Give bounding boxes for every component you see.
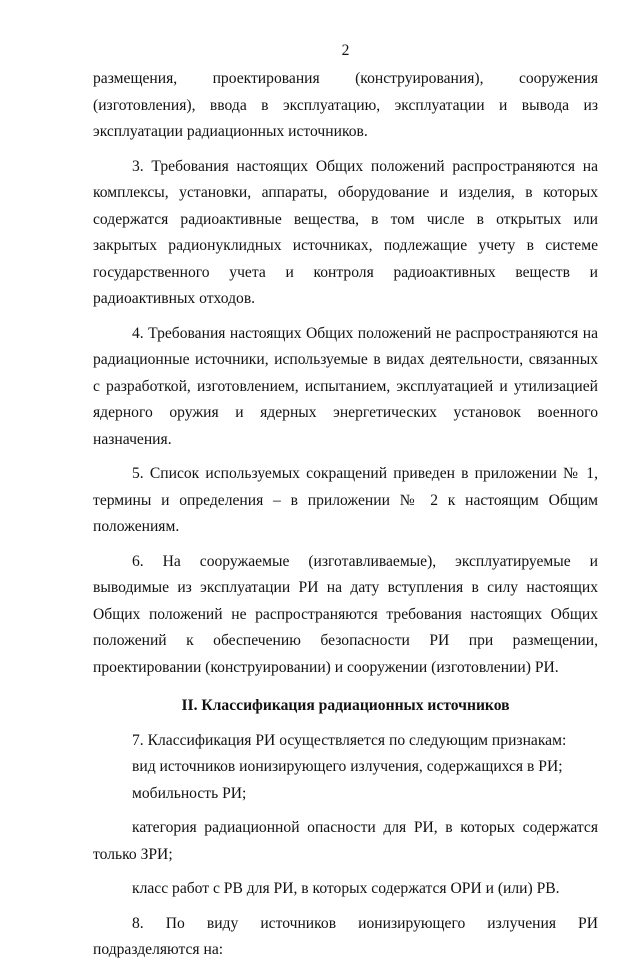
page-number: 2 — [341, 42, 350, 59]
paragraph-5: 5. Список используемых сокращений приведен в приложении № 1, термины и определения – в приложении № 2 к настоящим Общим положениям. — [93, 465, 598, 535]
document-body — [93, 66, 598, 964]
paragraph-8: 8. По виду источников ионизирующего излучения РИ подразделяются на: — [93, 914, 598, 958]
paragraph-continuation: размещения, проектирования (конструирования), сооружения (изготовления), ввода в эксплуатацию, эксплуатации и вывода из эксплуатации радиационных источников. — [93, 70, 598, 140]
list-item-mobility: мобильность РИ; — [132, 784, 247, 802]
list-item-source-type: вид источников ионизирующего излучения, содержащихся в РИ; — [132, 758, 563, 775]
paragraph-6: 6. На сооружаемые (изготавливаемые), эксплуатируемые и выводимые из эксплуатации РИ на дату вступления в силу настоящих Общих положений не распространяются требования настоящих Общих положений к обеспечению безопасности РИ при размещении, проектировании (конструировании) и сооружении (изготовлении) РИ. — [93, 552, 598, 676]
paragraph-7: 7. Классификация РИ осуществляется по следующим признакам: — [132, 731, 567, 749]
section-heading: II. Классификация радиационных источников — [181, 697, 510, 714]
paragraph-4: 4. Требования настоящих Общих положений не распространяются на радиационные источники, используемые в видах деятельности, связанных с разработкой, изготовлением, испытанием, эксплуатацией и утилизацией ядерного оружия и ядерных энергетических установок военного назначения. — [93, 324, 598, 448]
list-item-hazard-category: категория радиационной опасности для РИ, в которых содержатся только ЗРИ; — [93, 819, 598, 863]
paragraph-3: 3. Требования настоящих Общих положений распространяются на комплексы, установки, аппараты, оборудование и изделия, в которых содержатся радиоактивные вещества, в том числе в открытых или закрытых радионуклидных источниках, подлежащие учету в системе государственного учета и контроля радиоактивных веществ и радиоактивных отходов. — [93, 157, 598, 307]
list-item-work-class: класс работ с РВ для РИ, в которых содержатся ОРИ и (или) РВ. — [132, 880, 560, 897]
